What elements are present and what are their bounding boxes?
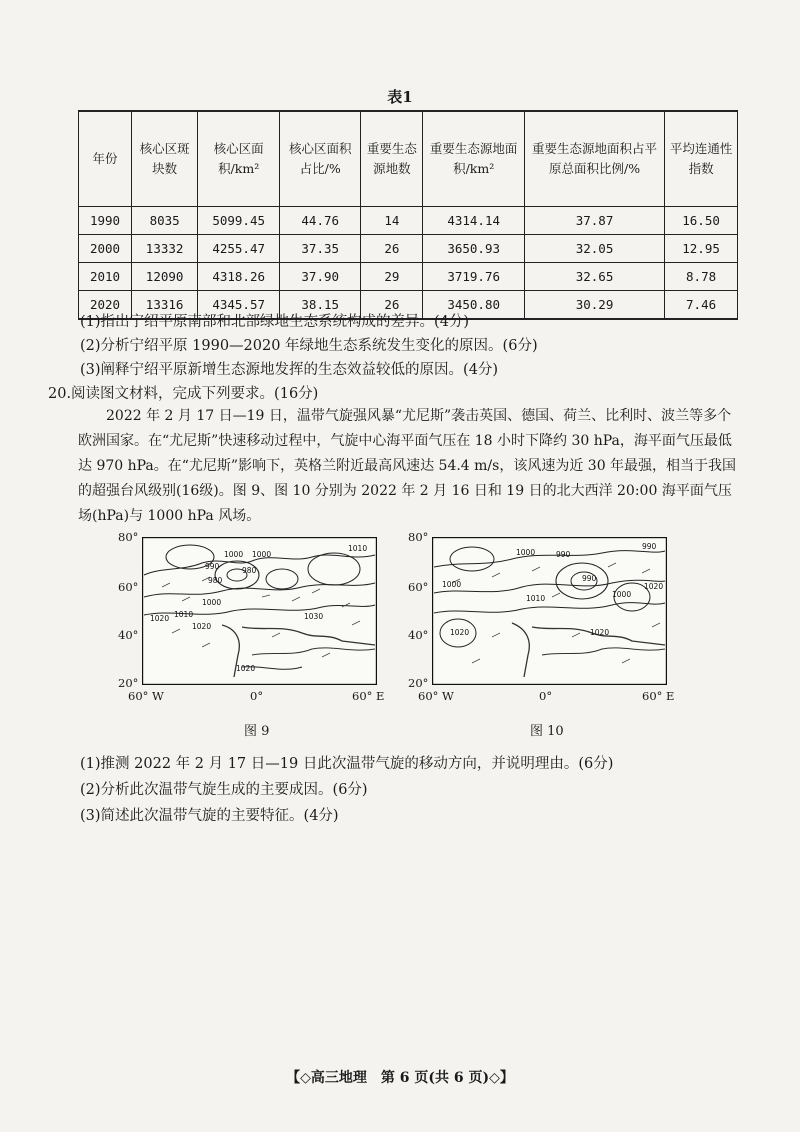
isobar-label: 1000: [516, 548, 536, 557]
table-cell: 16.50: [665, 207, 738, 235]
figure-10-caption: 图 10: [530, 724, 564, 739]
q19-part3: (3)阐释宁绍平原新增生态源地发挥的生态效益较低的原因。(4分): [80, 362, 499, 378]
fig10-lon-label: 60° W: [418, 689, 454, 703]
isobar-label: 1000: [442, 580, 462, 589]
table-cell: 32.05: [524, 235, 664, 263]
table-cell: 12.95: [665, 235, 738, 263]
table-cell: 4318.26: [198, 263, 280, 291]
header-cell: 重要生态源地面积/km²: [423, 111, 525, 207]
table-cell: 26: [361, 291, 423, 320]
q20-part3: (3)简述此次温带气旋的主要特征。(4分): [80, 808, 339, 824]
q20-part2: (2)分析此次温带气旋生成的主要成因。(6分): [80, 782, 368, 798]
q19-part2: (2)分析宁绍平原 1990—2020 年绿地生态系统发生变化的原因。(6分): [80, 338, 538, 354]
table-cell: 32.65: [524, 263, 664, 291]
fig10-lat-label: 60°: [408, 580, 429, 594]
isobar-label: 1000: [252, 550, 272, 559]
q20-part1: (1)推测 2022 年 2 月 17 日—19 日此次温带气旋的移动方向，并说明理由。(6分): [80, 756, 614, 772]
q20-heading: 20.阅读图文材料，完成下列要求。(16分): [48, 386, 319, 402]
isobar-label: 990: [582, 574, 597, 583]
table-cell: 3650.93: [423, 235, 525, 263]
table-cell: 2010: [79, 263, 132, 291]
table-cell: 37.35: [280, 235, 361, 263]
q20-paragraph: 2022 年 2 月 17 日—19 日，温带气旋强风暴“尤尼斯”袭击英国、德国、荷兰、比利时、波兰等多个欧洲国家。在“尤尼斯”快速移动过程中，气旋中心海平面气压在 18 小时下降约 30 hPa，海平面气压最低达 970 hPa。在“尤尼斯”影响下，英格兰附近最高风速达 54.4 m/s，该风速为近 30 年最强，相当于我国的超强台风级别(16级)。图 9、图 10 分别为 2022 年 2 月 16 日和 19 日的北大西洋 20:00 海平面气压场(hPa)与 1000 hPa 风场。: [78, 408, 737, 524]
isobar-label: 1020: [192, 622, 212, 631]
isobar-label: 1000: [612, 590, 632, 599]
table-cell: 44.76: [280, 207, 361, 235]
table-cell: 29: [361, 263, 423, 291]
table-cell: 2020: [79, 291, 132, 320]
fig9-lat-label: 60°: [118, 580, 139, 594]
fig10-lon-label: 0°: [539, 689, 553, 703]
table-cell: 8035: [132, 207, 198, 235]
isobar-label: 990: [556, 550, 571, 559]
q19-part1: (1)指出宁绍平原南部和北部绿地生态系统构成的差异。(4分): [80, 314, 470, 330]
isobar-label: 1020: [644, 582, 664, 591]
header-cell: 年份: [79, 111, 132, 207]
fig10-lat-label: 80°: [408, 530, 429, 544]
fig9-lat-label: 80°: [118, 530, 139, 544]
isobar-label: 1000: [202, 598, 222, 607]
figure-9-map: [142, 537, 377, 685]
table-cell: 1990: [79, 207, 132, 235]
isobar-label: 1010: [526, 594, 546, 603]
figure-9-caption: 图 9: [244, 724, 270, 739]
table-cell: 37.87: [524, 207, 664, 235]
data-table: [78, 110, 738, 320]
isobar-label: 1020: [150, 614, 170, 623]
fig9-lon-label: 60° E: [352, 689, 385, 703]
header-cell: 核心区斑块数: [132, 111, 198, 207]
fig9-lon-label: 60° W: [128, 689, 164, 703]
table-cell: 37.90: [280, 263, 361, 291]
isobar-label: 1020: [590, 628, 610, 637]
figure-10-svg: [432, 537, 667, 685]
table-cell: 30.29: [524, 291, 664, 320]
table-cell: 14: [361, 207, 423, 235]
table-cell: 7.46: [665, 291, 738, 320]
fig9-lon-label: 0°: [250, 689, 264, 703]
table-cell: 3719.76: [423, 263, 525, 291]
header-cell: 核心区面积占比/%: [280, 111, 361, 207]
fig9-lat-label: 20°: [118, 676, 139, 690]
table-cell: 38.15: [280, 291, 361, 320]
fig10-lat-label: 20°: [408, 676, 429, 690]
isobar-label: 1030: [304, 612, 324, 621]
table-cell: 4314.14: [423, 207, 525, 235]
isobar-label: 1010: [348, 544, 368, 553]
isobar-label: 990: [642, 542, 657, 551]
table-cell: 12090: [132, 263, 198, 291]
isobar-label: 990: [205, 562, 220, 571]
isobar-label: 1010: [174, 610, 194, 619]
page-footer: 【◇高三地理 第 6 页(共 6 页)◇】: [286, 1070, 514, 1086]
table-cell: 4255.47: [198, 235, 280, 263]
table-cell: 3450.80: [423, 291, 525, 320]
header-cell: 平均连通性指数: [665, 111, 738, 207]
table-row: [79, 235, 738, 263]
figure-9-svg: [142, 537, 377, 685]
table-cell: 2000: [79, 235, 132, 263]
table-cell: 8.78: [665, 263, 738, 291]
header-cell: 重要生态源地面积占平原总面积比例/%: [524, 111, 664, 207]
isobar-label: 1020: [450, 628, 470, 637]
isobar-label: 980: [208, 576, 223, 585]
isobar-label: 1020: [236, 664, 256, 673]
header-cell: 重要生态源地数: [361, 111, 423, 207]
table-cell: 13332: [132, 235, 198, 263]
isobar-label: 980: [242, 566, 257, 575]
header-cell: 核心区面积/km²: [198, 111, 280, 207]
isobar-label: 1000: [224, 550, 244, 559]
fig9-lat-label: 40°: [118, 628, 139, 642]
fig10-lon-label: 60° E: [642, 689, 675, 703]
table-cell: 4345.57: [198, 291, 280, 320]
table-cell: 13316: [132, 291, 198, 320]
table-cell: 26: [361, 235, 423, 263]
table-cell: 5099.45: [198, 207, 280, 235]
table-header-row: [79, 111, 738, 207]
figure-10-map: [432, 537, 667, 685]
table-title: 表1: [387, 88, 413, 106]
fig10-lat-label: 40°: [408, 628, 429, 642]
table-row: [79, 263, 738, 291]
table-row: [79, 207, 738, 235]
